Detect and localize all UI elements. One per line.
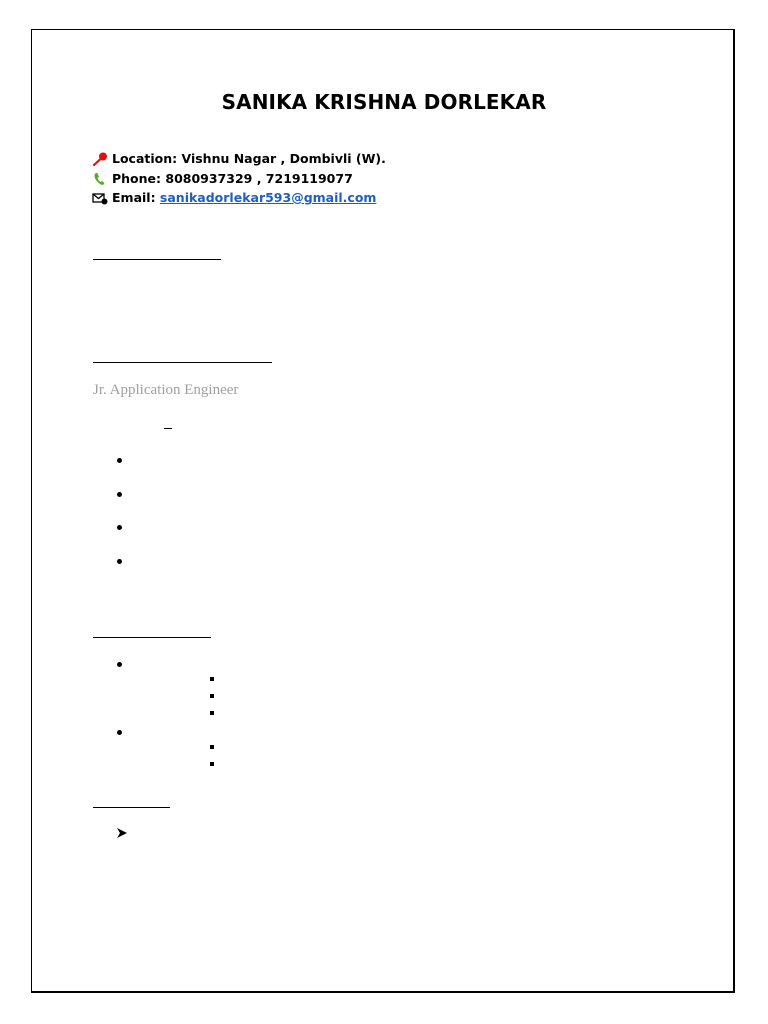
phone-icon (92, 172, 108, 186)
list-bullet (117, 559, 122, 564)
section-rule-4 (93, 807, 170, 808)
list-bullet (117, 525, 122, 530)
sub-list-bullet (210, 677, 214, 681)
email-label: Email: (112, 190, 160, 205)
section-rule-2 (93, 362, 272, 363)
list-bullet (117, 730, 122, 735)
dash-mark (164, 428, 172, 429)
map-pin-icon (92, 152, 108, 166)
envelope-icon (92, 191, 108, 205)
job-role: Jr. Application Engineer (93, 382, 239, 398)
phone-line (92, 170, 353, 188)
sub-list-bullet (210, 745, 214, 749)
sub-list-bullet (210, 762, 214, 766)
section-rule-3 (93, 637, 211, 638)
sub-list-bullet (210, 694, 214, 698)
list-bullet (117, 662, 122, 667)
location-line (92, 150, 386, 168)
phone-text: Phone: 8080937329 , 7219119077 (112, 171, 353, 186)
location-text: Location: Vishnu Nagar , Dombivli (W). (112, 151, 386, 166)
list-bullet (117, 492, 122, 497)
sub-list-bullet (210, 711, 214, 715)
list-bullet (117, 458, 122, 463)
arrow-bullet-icon (116, 826, 128, 838)
candidate-name: SANIKA KRISHNA DORLEKAR (221, 90, 547, 114)
section-rule-1 (93, 259, 221, 260)
email-link[interactable]: sanikadorlekar593@gmail.com (159, 190, 377, 205)
email-line (92, 189, 376, 207)
